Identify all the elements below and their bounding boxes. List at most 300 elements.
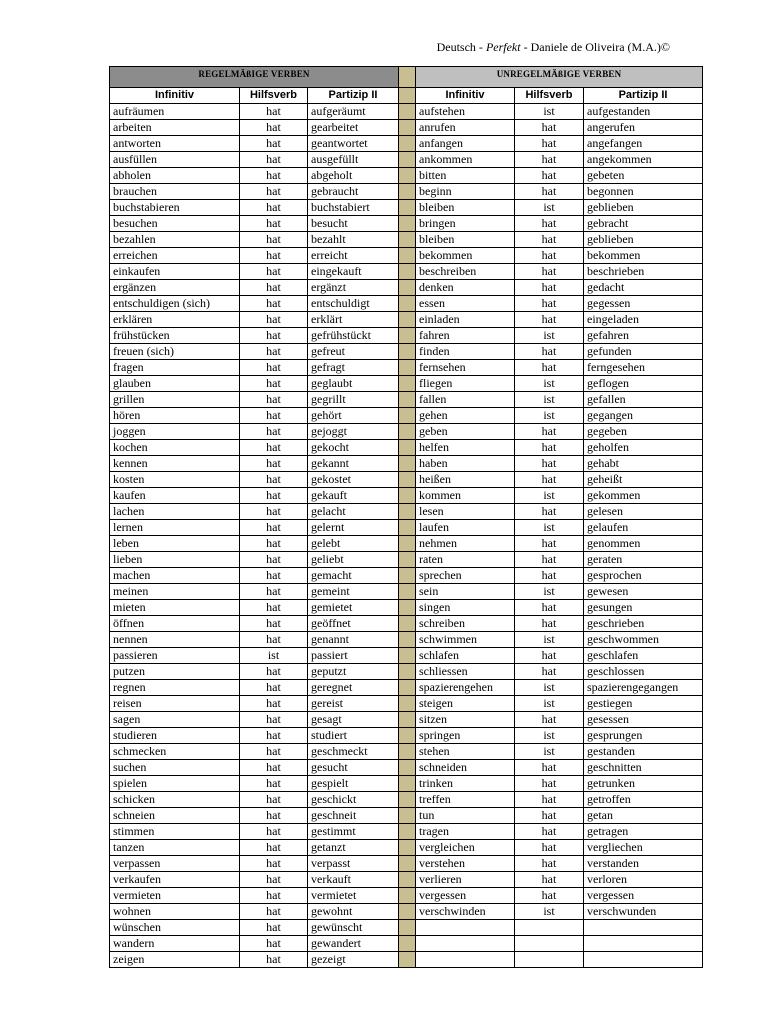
column-separator — [399, 648, 416, 664]
table-row — [110, 920, 703, 936]
irregular-infinitive-cell: singen — [416, 600, 515, 616]
regular-auxiliary-cell: hat — [240, 696, 308, 712]
regular-infinitive-cell: wohnen — [110, 904, 240, 920]
regular-infinitive-cell: sagen — [110, 712, 240, 728]
regular-auxiliary-cell: hat — [240, 296, 308, 312]
regular-participle-cell: gesucht — [308, 760, 399, 776]
regular-infinitive-cell: buchstabieren — [110, 200, 240, 216]
column-separator — [399, 616, 416, 632]
table-row — [110, 936, 703, 952]
irregular-infinitive-cell: schreiben — [416, 616, 515, 632]
column-separator — [399, 952, 416, 968]
column-separator — [399, 120, 416, 136]
regular-auxiliary-cell: hat — [240, 264, 308, 280]
column-separator — [399, 312, 416, 328]
irregular-auxiliary-cell: hat — [515, 136, 584, 152]
irregular-participle-cell: gegangen — [584, 408, 703, 424]
irregular-infinitive-cell: denken — [416, 280, 515, 296]
column-separator — [399, 424, 416, 440]
irregular-participle-cell: gesprungen — [584, 728, 703, 744]
regular-infinitive-cell: abholen — [110, 168, 240, 184]
irregular-participle-cell: gesprochen — [584, 568, 703, 584]
table-row — [110, 456, 703, 472]
table-row — [110, 344, 703, 360]
regular-auxiliary-cell: ist — [240, 648, 308, 664]
irregular-auxiliary-cell: hat — [515, 296, 584, 312]
irregular-participle-cell — [584, 936, 703, 952]
irregular-auxiliary-cell: hat — [515, 648, 584, 664]
table-row — [110, 360, 703, 376]
irregular-auxiliary-cell: ist — [515, 376, 584, 392]
regular-participle-cell: gemeint — [308, 584, 399, 600]
regular-participle-cell: vermietet — [308, 888, 399, 904]
column-separator — [399, 792, 416, 808]
table-row — [110, 792, 703, 808]
irregular-participle-cell: gekommen — [584, 488, 703, 504]
table-row — [110, 376, 703, 392]
irregular-infinitive-cell: schneiden — [416, 760, 515, 776]
regular-auxiliary-cell: hat — [240, 392, 308, 408]
regular-infinitive-cell: aufräumen — [110, 104, 240, 120]
regular-infinitive-cell: verkaufen — [110, 872, 240, 888]
regular-auxiliary-cell: hat — [240, 568, 308, 584]
column-separator — [399, 200, 416, 216]
irregular-auxiliary-cell: hat — [515, 456, 584, 472]
regular-auxiliary-cell: hat — [240, 424, 308, 440]
regular-infinitive-cell: fragen — [110, 360, 240, 376]
table-row — [110, 568, 703, 584]
regular-participle-cell: gewohnt — [308, 904, 399, 920]
irregular-participle-cell: aufgestanden — [584, 104, 703, 120]
regular-participle-cell: aufgeräumt — [308, 104, 399, 120]
header-author: - Daniele de Oliveira (M.A.)© — [520, 40, 670, 54]
irregular-participle-cell: gesungen — [584, 600, 703, 616]
irregular-auxiliary-cell: hat — [515, 552, 584, 568]
column-separator — [399, 152, 416, 168]
regular-participle-header: Partizip II — [308, 88, 399, 104]
regular-participle-cell: bezahlt — [308, 232, 399, 248]
regular-participle-cell: genannt — [308, 632, 399, 648]
irregular-infinitive-cell: tun — [416, 808, 515, 824]
irregular-participle-cell: geraten — [584, 552, 703, 568]
regular-auxiliary-cell: hat — [240, 664, 308, 680]
regular-participle-cell: gesagt — [308, 712, 399, 728]
irregular-auxiliary-cell: ist — [515, 328, 584, 344]
irregular-auxiliary-cell: ist — [515, 904, 584, 920]
irregular-auxiliary-cell: ist — [515, 520, 584, 536]
regular-auxiliary-cell: hat — [240, 504, 308, 520]
regular-infinitive-cell: leben — [110, 536, 240, 552]
regular-participle-cell: erklärt — [308, 312, 399, 328]
table-row — [110, 216, 703, 232]
document-header — [437, 40, 670, 55]
column-separator — [399, 920, 416, 936]
column-separator — [399, 664, 416, 680]
irregular-infinitive-cell: bleiben — [416, 232, 515, 248]
table-row — [110, 744, 703, 760]
irregular-participle-cell: genommen — [584, 536, 703, 552]
column-separator — [399, 472, 416, 488]
regular-auxiliary-cell: hat — [240, 824, 308, 840]
regular-auxiliary-cell: hat — [240, 760, 308, 776]
irregular-infinitive-cell: bekommen — [416, 248, 515, 264]
table-row — [110, 552, 703, 568]
irregular-participle-cell — [584, 952, 703, 968]
table-row — [110, 808, 703, 824]
irregular-auxiliary-cell: ist — [515, 104, 584, 120]
regular-auxiliary-cell: hat — [240, 808, 308, 824]
regular-participle-cell: gemietet — [308, 600, 399, 616]
irregular-auxiliary-cell: hat — [515, 856, 584, 872]
irregular-infinitive-cell: verstehen — [416, 856, 515, 872]
irregular-infinitive-cell: essen — [416, 296, 515, 312]
irregular-auxiliary-cell: ist — [515, 744, 584, 760]
regular-infinitive-cell: ergänzen — [110, 280, 240, 296]
regular-participle-cell: geschmeckt — [308, 744, 399, 760]
regular-participle-cell: gefragt — [308, 360, 399, 376]
regular-participle-cell: gekauft — [308, 488, 399, 504]
irregular-participle-cell: getrunken — [584, 776, 703, 792]
irregular-infinitive-cell: einladen — [416, 312, 515, 328]
irregular-participle-cell: geblieben — [584, 200, 703, 216]
table-row — [110, 632, 703, 648]
regular-auxiliary-cell: hat — [240, 472, 308, 488]
regular-participle-cell: passiert — [308, 648, 399, 664]
regular-auxiliary-cell: hat — [240, 856, 308, 872]
irregular-participle-cell: angekommen — [584, 152, 703, 168]
irregular-infinitive-cell: spazierengehen — [416, 680, 515, 696]
regular-auxiliary-cell: hat — [240, 120, 308, 136]
regular-infinitive-cell: wandern — [110, 936, 240, 952]
regular-infinitive-cell: joggen — [110, 424, 240, 440]
regular-infinitive-cell: reisen — [110, 696, 240, 712]
regular-infinitive-cell: schneien — [110, 808, 240, 824]
column-separator — [399, 840, 416, 856]
regular-infinitive-cell: schicken — [110, 792, 240, 808]
irregular-infinitive-cell: tragen — [416, 824, 515, 840]
irregular-participle-cell: getan — [584, 808, 703, 824]
regular-auxiliary-cell: hat — [240, 728, 308, 744]
table-row — [110, 168, 703, 184]
table-row — [110, 408, 703, 424]
header-topic: Perfekt — [485, 40, 521, 54]
regular-participle-cell: geschickt — [308, 792, 399, 808]
irregular-participle-cell: angerufen — [584, 120, 703, 136]
table-row — [110, 440, 703, 456]
irregular-auxiliary-cell: ist — [515, 584, 584, 600]
regular-auxiliary-cell: hat — [240, 456, 308, 472]
irregular-infinitive-cell: anrufen — [416, 120, 515, 136]
regular-auxiliary-cell: hat — [240, 792, 308, 808]
irregular-participle-cell: spazierengegangen — [584, 680, 703, 696]
table-row — [110, 200, 703, 216]
regular-infinitive-cell: suchen — [110, 760, 240, 776]
irregular-infinitive-cell: nehmen — [416, 536, 515, 552]
regular-participle-cell: gefrühstückt — [308, 328, 399, 344]
regular-participle-cell: verkauft — [308, 872, 399, 888]
irregular-participle-cell: gebeten — [584, 168, 703, 184]
irregular-participle-cell: geheißt — [584, 472, 703, 488]
regular-infinitive-cell: kaufen — [110, 488, 240, 504]
regular-participle-cell: buchstabiert — [308, 200, 399, 216]
irregular-auxiliary-cell: hat — [515, 792, 584, 808]
column-separator — [399, 88, 416, 104]
irregular-infinitive-cell: laufen — [416, 520, 515, 536]
irregular-auxiliary-cell: hat — [515, 760, 584, 776]
irregular-auxiliary-cell: hat — [515, 264, 584, 280]
irregular-auxiliary-header: Hilfsverb — [515, 88, 584, 104]
column-separator — [399, 728, 416, 744]
column-separator — [399, 216, 416, 232]
column-separator — [399, 680, 416, 696]
column-separator — [399, 456, 416, 472]
regular-auxiliary-cell: hat — [240, 104, 308, 120]
column-separator — [399, 67, 416, 88]
table-row — [110, 776, 703, 792]
irregular-infinitive-cell: stehen — [416, 744, 515, 760]
regular-infinitive-cell: tanzen — [110, 840, 240, 856]
column-separator — [399, 504, 416, 520]
regular-participle-cell: gekostet — [308, 472, 399, 488]
irregular-infinitive-cell: treffen — [416, 792, 515, 808]
regular-auxiliary-cell: hat — [240, 200, 308, 216]
regular-participle-cell: ausgefüllt — [308, 152, 399, 168]
irregular-auxiliary-cell: hat — [515, 424, 584, 440]
verb-table — [109, 66, 703, 968]
regular-infinitive-cell: entschuldigen (sich) — [110, 296, 240, 312]
irregular-auxiliary-cell — [515, 936, 584, 952]
irregular-auxiliary-cell: ist — [515, 696, 584, 712]
irregular-participle-cell: gesessen — [584, 712, 703, 728]
regular-auxiliary-cell: hat — [240, 520, 308, 536]
regular-auxiliary-cell: hat — [240, 280, 308, 296]
irregular-participle-cell: gebracht — [584, 216, 703, 232]
irregular-infinitive-cell: sein — [416, 584, 515, 600]
table-row — [110, 472, 703, 488]
table-row — [110, 184, 703, 200]
irregular-auxiliary-cell: ist — [515, 728, 584, 744]
irregular-auxiliary-cell: hat — [515, 232, 584, 248]
irregular-infinitive-cell: vergleichen — [416, 840, 515, 856]
regular-participle-cell: geantwortet — [308, 136, 399, 152]
irregular-infinitive-cell: springen — [416, 728, 515, 744]
regular-participle-cell: geregnet — [308, 680, 399, 696]
regular-infinitive-cell: spielen — [110, 776, 240, 792]
column-separator — [399, 584, 416, 600]
regular-infinitive-cell: studieren — [110, 728, 240, 744]
irregular-infinitive-cell: ankommen — [416, 152, 515, 168]
column-separator — [399, 712, 416, 728]
irregular-participle-cell: geblieben — [584, 232, 703, 248]
regular-auxiliary-cell: hat — [240, 232, 308, 248]
regular-participle-cell: getanzt — [308, 840, 399, 856]
irregular-infinitive-cell: verlieren — [416, 872, 515, 888]
regular-auxiliary-cell: hat — [240, 248, 308, 264]
irregular-infinitive-cell — [416, 952, 515, 968]
irregular-participle-cell: beschrieben — [584, 264, 703, 280]
irregular-infinitive-cell: beginn — [416, 184, 515, 200]
regular-participle-cell: geöffnet — [308, 616, 399, 632]
table-row — [110, 664, 703, 680]
irregular-infinitive-header: Infinitiv — [416, 88, 515, 104]
column-separator — [399, 536, 416, 552]
regular-infinitive-cell: vermieten — [110, 888, 240, 904]
regular-participle-cell: gekannt — [308, 456, 399, 472]
verb-rows — [110, 104, 703, 968]
irregular-infinitive-cell: steigen — [416, 696, 515, 712]
irregular-participle-cell: gestanden — [584, 744, 703, 760]
column-separator — [399, 264, 416, 280]
column-separator — [399, 744, 416, 760]
regular-auxiliary-cell: hat — [240, 952, 308, 968]
irregular-verbs-heading: UNREGELMÄßIGE VERBEN — [416, 67, 703, 88]
table-row — [110, 392, 703, 408]
column-separator — [399, 344, 416, 360]
table-row — [110, 232, 703, 248]
table-row — [110, 312, 703, 328]
regular-infinitive-header: Infinitiv — [110, 88, 240, 104]
column-separator — [399, 408, 416, 424]
regular-participle-cell: studiert — [308, 728, 399, 744]
table-row — [110, 120, 703, 136]
table-row — [110, 904, 703, 920]
irregular-participle-cell: geschnitten — [584, 760, 703, 776]
irregular-auxiliary-cell: hat — [515, 664, 584, 680]
irregular-participle-cell: begonnen — [584, 184, 703, 200]
irregular-auxiliary-cell: ist — [515, 200, 584, 216]
irregular-infinitive-cell: trinken — [416, 776, 515, 792]
column-separator — [399, 104, 416, 120]
regular-participle-cell: gemacht — [308, 568, 399, 584]
irregular-participle-cell: gehabt — [584, 456, 703, 472]
regular-infinitive-cell: besuchen — [110, 216, 240, 232]
table-row — [110, 600, 703, 616]
regular-infinitive-cell: antworten — [110, 136, 240, 152]
regular-auxiliary-cell: hat — [240, 312, 308, 328]
regular-infinitive-cell: machen — [110, 568, 240, 584]
table-row — [110, 136, 703, 152]
regular-infinitive-cell: lieben — [110, 552, 240, 568]
irregular-participle-cell: geflogen — [584, 376, 703, 392]
regular-infinitive-cell: kennen — [110, 456, 240, 472]
regular-infinitive-cell: einkaufen — [110, 264, 240, 280]
table-row — [110, 952, 703, 968]
regular-infinitive-cell: arbeiten — [110, 120, 240, 136]
table-row — [110, 248, 703, 264]
regular-auxiliary-cell: hat — [240, 936, 308, 952]
irregular-infinitive-cell: geben — [416, 424, 515, 440]
regular-participle-cell: geputzt — [308, 664, 399, 680]
regular-participle-cell: geliebt — [308, 552, 399, 568]
regular-infinitive-cell: freuen (sich) — [110, 344, 240, 360]
table-row — [110, 280, 703, 296]
irregular-infinitive-cell: haben — [416, 456, 515, 472]
regular-infinitive-cell: erreichen — [110, 248, 240, 264]
regular-infinitive-cell: meinen — [110, 584, 240, 600]
irregular-infinitive-cell: bringen — [416, 216, 515, 232]
regular-infinitive-cell: erklären — [110, 312, 240, 328]
column-separator — [399, 904, 416, 920]
regular-auxiliary-cell: hat — [240, 536, 308, 552]
regular-infinitive-cell: kochen — [110, 440, 240, 456]
regular-auxiliary-cell: hat — [240, 872, 308, 888]
regular-infinitive-cell: regnen — [110, 680, 240, 696]
table-row — [110, 712, 703, 728]
irregular-auxiliary-cell: ist — [515, 392, 584, 408]
irregular-participle-cell: verschwunden — [584, 904, 703, 920]
column-separator — [399, 888, 416, 904]
column-separator — [399, 552, 416, 568]
irregular-infinitive-cell: schlafen — [416, 648, 515, 664]
regular-participle-cell: gestimmt — [308, 824, 399, 840]
regular-infinitive-cell: bezahlen — [110, 232, 240, 248]
irregular-auxiliary-cell: hat — [515, 536, 584, 552]
irregular-auxiliary-cell: hat — [515, 808, 584, 824]
irregular-auxiliary-cell: hat — [515, 312, 584, 328]
irregular-participle-cell — [584, 920, 703, 936]
irregular-participle-cell: angefangen — [584, 136, 703, 152]
column-separator — [399, 632, 416, 648]
irregular-infinitive-cell: bitten — [416, 168, 515, 184]
table-row — [110, 680, 703, 696]
regular-auxiliary-cell: hat — [240, 712, 308, 728]
regular-infinitive-cell: frühstücken — [110, 328, 240, 344]
regular-auxiliary-cell: hat — [240, 216, 308, 232]
irregular-auxiliary-cell: hat — [515, 168, 584, 184]
regular-infinitive-cell: zeigen — [110, 952, 240, 968]
irregular-infinitive-cell: fallen — [416, 392, 515, 408]
irregular-participle-cell: getragen — [584, 824, 703, 840]
regular-auxiliary-cell: hat — [240, 360, 308, 376]
regular-auxiliary-cell: hat — [240, 840, 308, 856]
regular-auxiliary-cell: hat — [240, 136, 308, 152]
column-separator — [399, 856, 416, 872]
irregular-participle-cell: bekommen — [584, 248, 703, 264]
column-separator — [399, 808, 416, 824]
irregular-auxiliary-cell: hat — [515, 600, 584, 616]
irregular-infinitive-cell — [416, 936, 515, 952]
regular-participle-cell: gekocht — [308, 440, 399, 456]
column-separator — [399, 232, 416, 248]
regular-participle-cell: gelacht — [308, 504, 399, 520]
regular-auxiliary-cell: hat — [240, 600, 308, 616]
irregular-participle-cell: gestiegen — [584, 696, 703, 712]
regular-infinitive-cell: schmecken — [110, 744, 240, 760]
irregular-infinitive-cell: anfangen — [416, 136, 515, 152]
irregular-infinitive-cell: schwimmen — [416, 632, 515, 648]
column-separator — [399, 760, 416, 776]
irregular-infinitive-cell: vergessen — [416, 888, 515, 904]
regular-auxiliary-cell: hat — [240, 168, 308, 184]
irregular-infinitive-cell: aufstehen — [416, 104, 515, 120]
regular-participle-cell: gelebt — [308, 536, 399, 552]
table-row — [110, 520, 703, 536]
irregular-infinitive-cell: schliessen — [416, 664, 515, 680]
irregular-auxiliary-cell: ist — [515, 488, 584, 504]
regular-auxiliary-cell: hat — [240, 920, 308, 936]
irregular-infinitive-cell — [416, 920, 515, 936]
regular-infinitive-cell: glauben — [110, 376, 240, 392]
irregular-infinitive-cell: beschreiben — [416, 264, 515, 280]
irregular-infinitive-cell: fahren — [416, 328, 515, 344]
irregular-auxiliary-cell: ist — [515, 632, 584, 648]
regular-auxiliary-cell: hat — [240, 440, 308, 456]
table-row — [110, 696, 703, 712]
column-separator — [399, 360, 416, 376]
regular-auxiliary-cell: hat — [240, 408, 308, 424]
irregular-participle-cell: geschlossen — [584, 664, 703, 680]
regular-auxiliary-cell: hat — [240, 744, 308, 760]
